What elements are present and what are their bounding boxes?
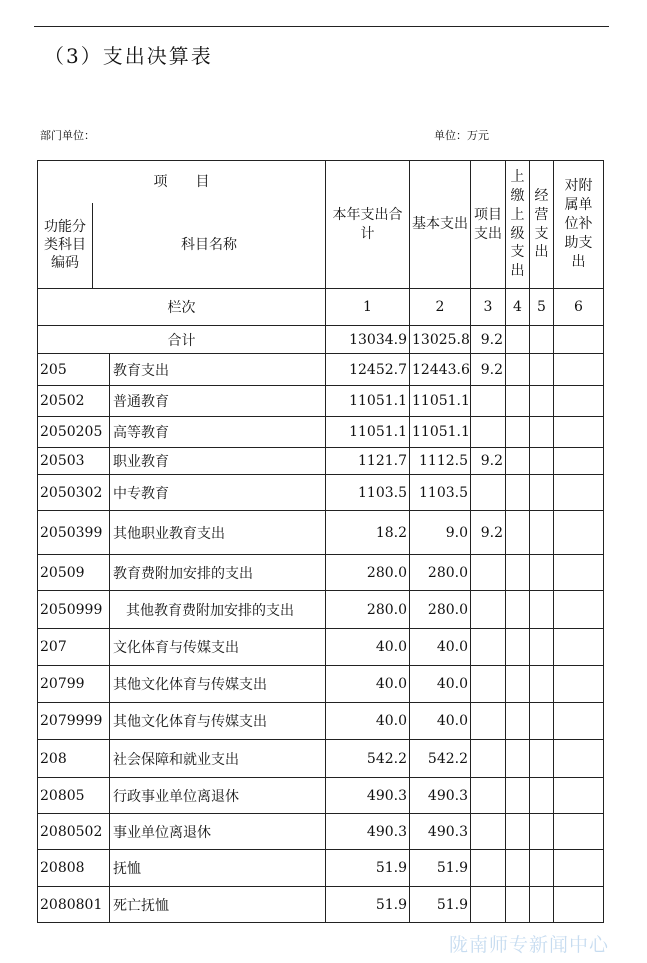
total-amount: 18.2 <box>326 511 410 555</box>
project-amount <box>471 591 506 629</box>
account-code: 2050205 <box>38 417 110 448</box>
project-amount <box>471 778 506 814</box>
total-amount: 13034.9 <box>326 326 410 354</box>
table-row <box>38 354 604 386</box>
account-name: 行政事业单位离退休 <box>110 778 326 814</box>
account-name: 其他文化体育与传媒支出 <box>110 666 326 703</box>
upper-amount <box>506 555 530 591</box>
total-amount: 542.2 <box>326 740 410 778</box>
account-name: 中专教育 <box>110 475 326 511</box>
project-amount <box>471 386 506 417</box>
project-amount <box>471 629 506 666</box>
total-amount: 490.3 <box>326 778 410 814</box>
total-amount: 490.3 <box>326 814 410 850</box>
col-number-2: 2 <box>410 289 471 326</box>
upper-amount <box>506 740 530 778</box>
total-amount: 51.9 <box>326 887 410 923</box>
account-code: 20799 <box>38 666 110 703</box>
subsidy-amount <box>554 814 604 850</box>
project-amount <box>471 555 506 591</box>
department-label: 部门单位： <box>40 129 95 142</box>
project-amount: 9.2 <box>471 511 506 555</box>
total-amount: 40.0 <box>326 629 410 666</box>
total-business <box>530 326 554 354</box>
business-amount <box>530 778 554 814</box>
project-amount <box>471 850 506 887</box>
expenditure-table <box>37 160 604 923</box>
basic-amount: 490.3 <box>410 778 471 814</box>
business-amount <box>530 850 554 887</box>
business-amount <box>530 511 554 555</box>
basic-amount: 11051.1 <box>410 386 471 417</box>
business-amount <box>530 814 554 850</box>
col-number-5: 5 <box>530 289 554 326</box>
upper-amount <box>506 475 530 511</box>
upper-amount <box>506 666 530 703</box>
header-business: 经营支出 <box>530 161 554 289</box>
basic-amount: 40.0 <box>410 703 471 740</box>
total-amount: 11051.1 <box>326 386 410 417</box>
table-row <box>38 887 604 923</box>
upper-amount <box>506 591 530 629</box>
basic-amount: 40.0 <box>410 629 471 666</box>
upper-amount <box>506 703 530 740</box>
lanci-label: 栏次 <box>38 289 326 326</box>
upper-amount <box>506 778 530 814</box>
account-name: 文化体育与传媒支出 <box>110 629 326 666</box>
account-code: 20805 <box>38 778 110 814</box>
account-code: 205 <box>38 354 110 386</box>
account-code: 20509 <box>38 555 110 591</box>
col-number-4: 4 <box>506 289 530 326</box>
account-code: 2050999 <box>38 591 110 629</box>
subsidy-amount <box>554 703 604 740</box>
account-name: 教育支出 <box>110 354 326 386</box>
basic-amount: 1103.5 <box>410 475 471 511</box>
basic-amount: 40.0 <box>410 666 471 703</box>
basic-amount: 51.9 <box>410 850 471 887</box>
unit-label: 单位：万元 <box>434 129 489 142</box>
table-row <box>38 475 604 511</box>
col-number-3: 3 <box>471 289 506 326</box>
project-amount <box>471 475 506 511</box>
upper-amount <box>506 354 530 386</box>
basic-amount: 12443.6 <box>410 354 471 386</box>
total-amount: 280.0 <box>326 591 410 629</box>
account-name: 普通教育 <box>110 386 326 417</box>
basic-amount: 1112.5 <box>410 448 471 475</box>
table-row <box>38 629 604 666</box>
upper-amount <box>506 417 530 448</box>
total-amount: 40.0 <box>326 666 410 703</box>
total-amount: 12452.7 <box>326 354 410 386</box>
account-name: 社会保障和就业支出 <box>110 740 326 778</box>
project-amount <box>471 417 506 448</box>
business-amount <box>530 448 554 475</box>
project-amount: 9.2 <box>471 354 506 386</box>
project-amount <box>471 887 506 923</box>
basic-amount: 542.2 <box>410 740 471 778</box>
col-number-6: 6 <box>554 289 604 326</box>
table-row <box>38 703 604 740</box>
subsidy-amount <box>554 511 604 555</box>
total-project: 9.2 <box>471 326 506 354</box>
subsidy-amount <box>554 475 604 511</box>
upper-amount <box>506 814 530 850</box>
header-name: 科目名称 <box>93 203 326 289</box>
account-code: 20503 <box>38 448 110 475</box>
subsidy-amount <box>554 850 604 887</box>
header-total: 本年支出合计 <box>326 161 410 289</box>
total-amount: 280.0 <box>326 555 410 591</box>
account-name: 其他文化体育与传媒支出 <box>110 703 326 740</box>
table-row <box>38 386 604 417</box>
account-code: 20808 <box>38 850 110 887</box>
upper-amount <box>506 629 530 666</box>
account-name: 其他职业教育支出 <box>110 511 326 555</box>
account-name: 高等教育 <box>110 417 326 448</box>
table-row <box>38 666 604 703</box>
subsidy-amount <box>554 629 604 666</box>
account-code: 2050302 <box>38 475 110 511</box>
business-amount <box>530 386 554 417</box>
subsidy-amount <box>554 740 604 778</box>
total-amount: 11051.1 <box>326 417 410 448</box>
subsidy-amount <box>554 666 604 703</box>
top-rule <box>34 26 609 27</box>
basic-amount: 11051.1 <box>410 417 471 448</box>
business-amount <box>530 887 554 923</box>
total-amount: 1121.7 <box>326 448 410 475</box>
subsidy-amount <box>554 417 604 448</box>
total-amount: 1103.5 <box>326 475 410 511</box>
header-basic: 基本支出 <box>410 161 471 289</box>
business-amount <box>530 740 554 778</box>
project-amount <box>471 740 506 778</box>
account-code: 208 <box>38 740 110 778</box>
account-name: 其他教育费附加安排的支出 <box>110 591 326 629</box>
business-amount <box>530 666 554 703</box>
subsidy-amount <box>554 778 604 814</box>
page-title: （3）支出决算表 <box>44 44 213 68</box>
basic-amount: 51.9 <box>410 887 471 923</box>
account-name: 抚恤 <box>110 850 326 887</box>
account-code: 207 <box>38 629 110 666</box>
business-amount <box>530 591 554 629</box>
total-row <box>38 326 604 354</box>
business-amount <box>530 555 554 591</box>
upper-amount <box>506 386 530 417</box>
table-row <box>38 555 604 591</box>
basic-amount: 280.0 <box>410 591 471 629</box>
upper-amount <box>506 850 530 887</box>
project-amount <box>471 666 506 703</box>
table-row <box>38 814 604 850</box>
account-code: 2080502 <box>38 814 110 850</box>
table-row <box>38 850 604 887</box>
account-name: 事业单位离退休 <box>110 814 326 850</box>
total-upper <box>506 326 530 354</box>
upper-amount <box>506 448 530 475</box>
table-row <box>38 591 604 629</box>
business-amount <box>530 417 554 448</box>
col-number-1: 1 <box>326 289 410 326</box>
table-row <box>38 417 604 448</box>
subsidy-amount <box>554 448 604 475</box>
total-amount: 40.0 <box>326 703 410 740</box>
project-amount: 9.2 <box>471 448 506 475</box>
account-name: 职业教育 <box>110 448 326 475</box>
account-code: 2080801 <box>38 887 110 923</box>
account-code: 20502 <box>38 386 110 417</box>
upper-amount <box>506 887 530 923</box>
account-code: 2050399 <box>38 511 110 555</box>
subsidy-amount <box>554 555 604 591</box>
watermark: 陇南师专新闻中心 <box>449 934 610 956</box>
project-amount <box>471 703 506 740</box>
table-row <box>38 778 604 814</box>
project-amount <box>471 814 506 850</box>
business-amount <box>530 475 554 511</box>
total-amount: 51.9 <box>326 850 410 887</box>
header-subsidy: 对附属单位补助支出 <box>554 161 604 289</box>
total-label: 合计 <box>38 326 326 354</box>
subsidy-amount <box>554 354 604 386</box>
header-project: 项 目 <box>38 161 326 203</box>
subsidy-amount <box>554 591 604 629</box>
basic-amount: 9.0 <box>410 511 471 555</box>
business-amount <box>530 703 554 740</box>
basic-amount: 490.3 <box>410 814 471 850</box>
business-amount <box>530 354 554 386</box>
total-basic: 13025.8 <box>410 326 471 354</box>
basic-amount: 280.0 <box>410 555 471 591</box>
account-name: 教育费附加安排的支出 <box>110 555 326 591</box>
header-code: 功能分类科目编码 <box>38 203 93 289</box>
subsidy-amount <box>554 887 604 923</box>
table-row <box>38 740 604 778</box>
account-code: 2079999 <box>38 703 110 740</box>
header-upper-payment: 上缴上级支出 <box>506 161 530 289</box>
table-row <box>38 448 604 475</box>
account-name: 死亡抚恤 <box>110 887 326 923</box>
subsidy-amount <box>554 386 604 417</box>
business-amount <box>530 629 554 666</box>
total-subsidy <box>554 326 604 354</box>
upper-amount <box>506 511 530 555</box>
table-row <box>38 511 604 555</box>
header-project-expenditure: 项目支出 <box>471 161 506 289</box>
